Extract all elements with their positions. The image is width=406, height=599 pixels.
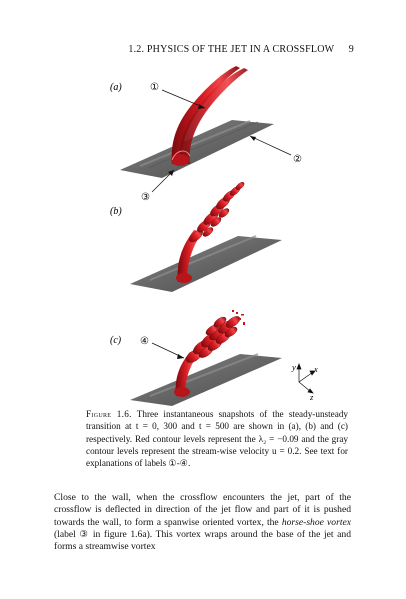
callout-2-a: ② — [293, 154, 302, 165]
figure-caption — [86, 408, 348, 469]
caption-text: Three instantaneous snapshots of the steady-unsteady transition at t = 0, 300 and t = 500 are shown in (a), (b) and (c) respectively. Red contour levels represent the λ₂ = −0.09 and the gray contour levels represent the stream-wise velocity u = 0.2. See text for explanations of labels ①-④. — [86, 409, 349, 469]
page-number: 9 — [348, 44, 354, 55]
caption-label: Figure 1.6. — [86, 409, 132, 419]
section-title: 1.2. PHYSICS OF THE JET IN A CROSSFLOW — [128, 44, 335, 55]
body-paragraph — [54, 492, 351, 553]
callout-1-a: ① — [150, 82, 159, 93]
body-emphasis: horse-shoe vortex — [281, 516, 352, 528]
axis-label-z: z — [310, 392, 314, 402]
panel-a — [110, 66, 302, 203]
axis-label-x: x — [314, 364, 318, 374]
panel-b — [110, 181, 282, 292]
axis-triad — [297, 364, 315, 393]
body-text-2: (label ③ in figure 1.6a). This vortex wraps around the base of the jet and forms a streamwise vortex — [54, 528, 351, 553]
axis-label-y: y — [292, 362, 296, 372]
plate-c — [130, 354, 282, 406]
plate-b — [130, 236, 282, 292]
panel-label-b: (b) — [110, 206, 122, 217]
panel-label-a: (a) — [110, 82, 122, 93]
callout-4-c: ④ — [140, 336, 149, 347]
panel-c — [110, 310, 318, 406]
plate-a — [120, 120, 274, 178]
panel-label-c: (c) — [110, 335, 122, 346]
body-text-1: Close to the wall, when the crossflow encounters the jet, part of the crossflow is deflected in direction of the jet flow and part of it is pushed towards the wall, to form a spanwise oriented vortex, the — [54, 492, 351, 528]
callout-3-a: ③ — [141, 192, 150, 203]
